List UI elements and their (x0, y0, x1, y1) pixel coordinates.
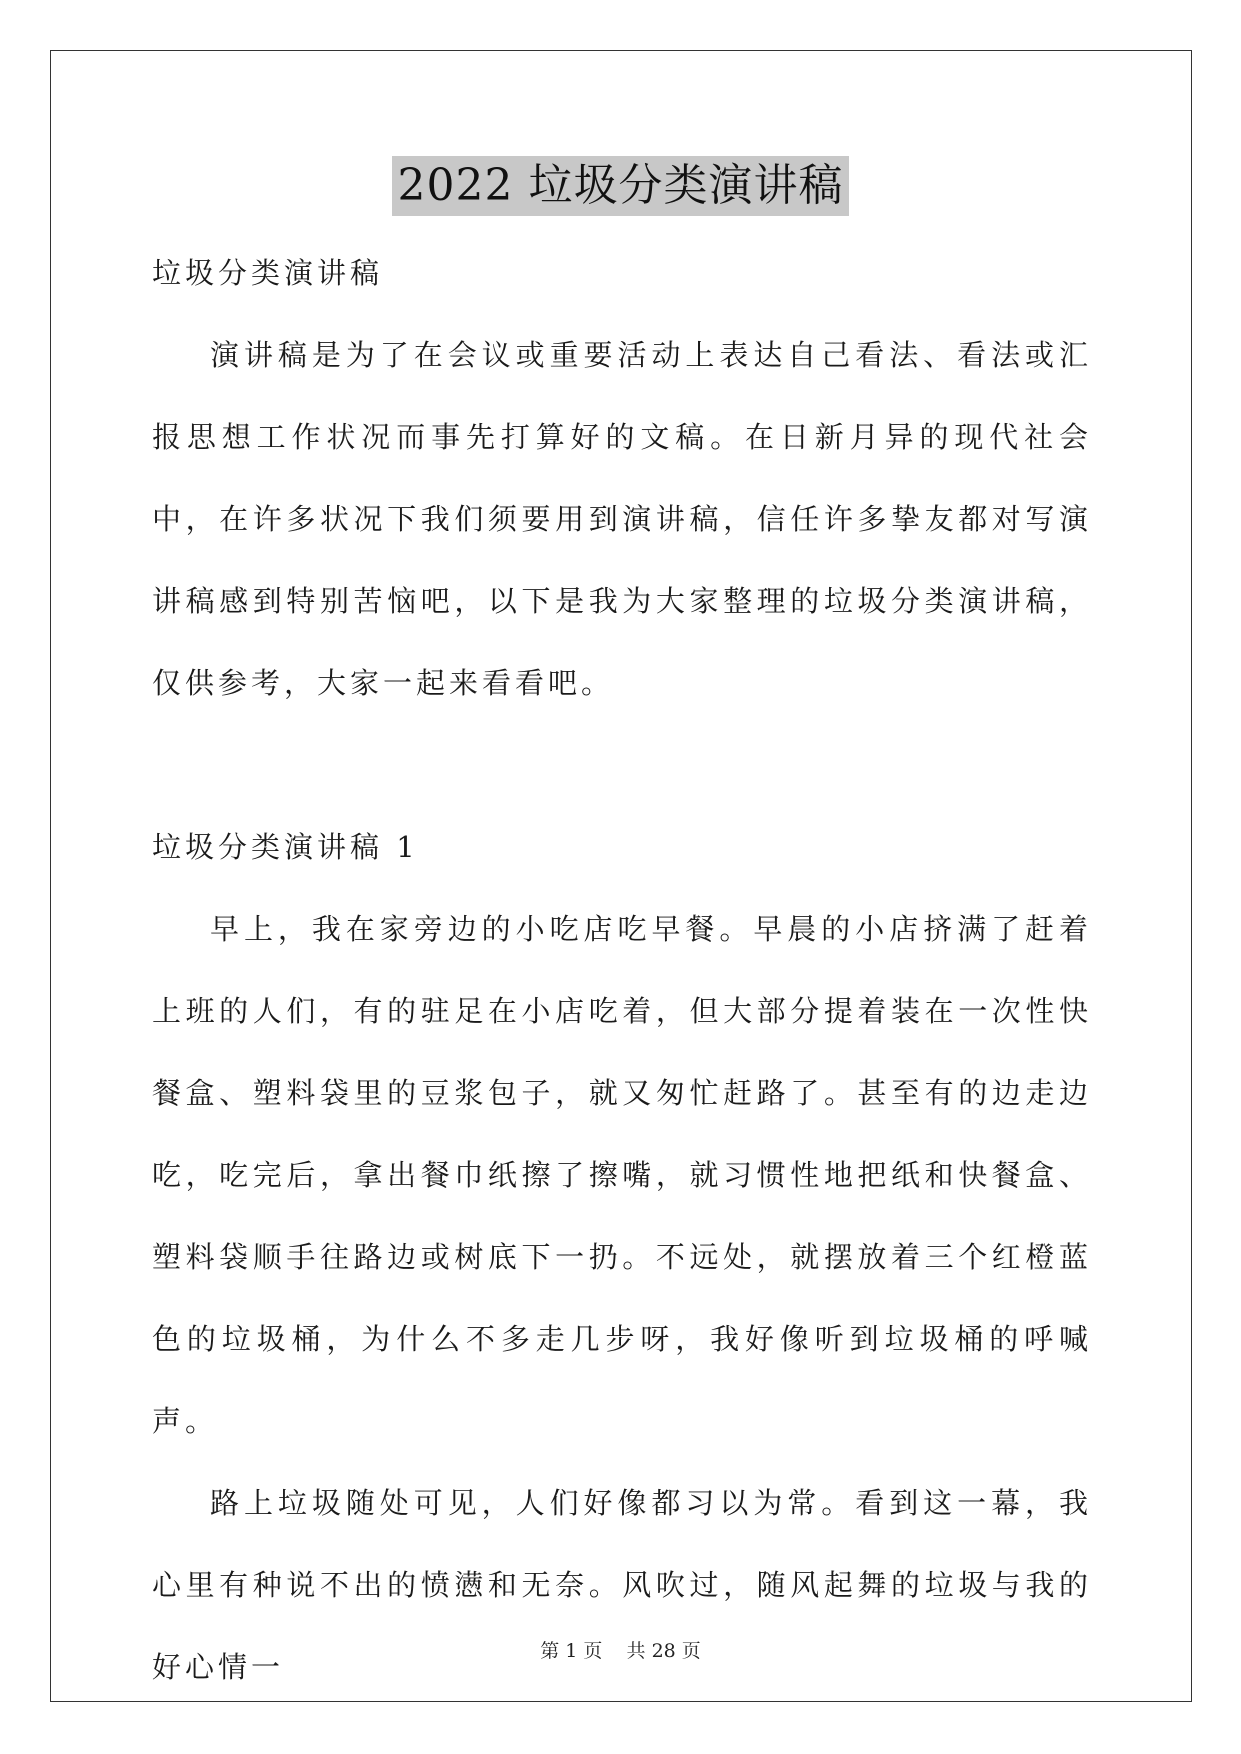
page-footer (0, 1636, 1241, 1663)
intro-paragraph: 演讲稿是为了在会议或重要活动上表达自己看法、看法或汇报思想工作状况而事先打算好的文稿。在日新月异的现代社会中，在许多状况下我们须要用到演讲稿，信任许多挚友都对写演讲稿感到特别苦恼吧，以下是我为大家整理的垃圾分类演讲稿，仅供参考，大家一起来看看吧。 (152, 338, 1092, 700)
section-spacer (152, 724, 1092, 806)
document-body (152, 232, 1092, 1708)
intro-heading: 垃圾分类演讲稿 (152, 256, 384, 290)
page-number: 第 1 页 (540, 1640, 603, 1662)
document-title: 2022 垃圾分类演讲稿 (392, 156, 850, 216)
title-container (0, 156, 1241, 216)
section1-heading: 垃圾分类演讲稿 1 (152, 830, 419, 864)
section1-paragraph-1: 早上，我在家旁边的小吃店吃早餐。早晨的小店挤满了赶着上班的人们，有的驻足在小店吃着，但大部分提着装在一次性快餐盒、塑料袋里的豆浆包子，就又匆忙赶路了。甚至有的边走边吃，吃完后，拿出餐巾纸擦了擦嘴，就习惯性地把纸和快餐盒、塑料袋顺手往路边或树底下一扔。不远处，就摆放着三个红橙蓝色的垃圾桶，为什么不多走几步呀，我好像听到垃圾桶的呼喊声。 (152, 912, 1092, 1438)
section1-paragraph-2: 路上垃圾随处可见，人们好像都习以为常。看到这一幕，我心里有种说不出的愤懑和无奈。风吹过，随风起舞的垃圾与我的好心情一 (152, 1486, 1092, 1684)
page-total: 共 28 页 (626, 1640, 701, 1662)
